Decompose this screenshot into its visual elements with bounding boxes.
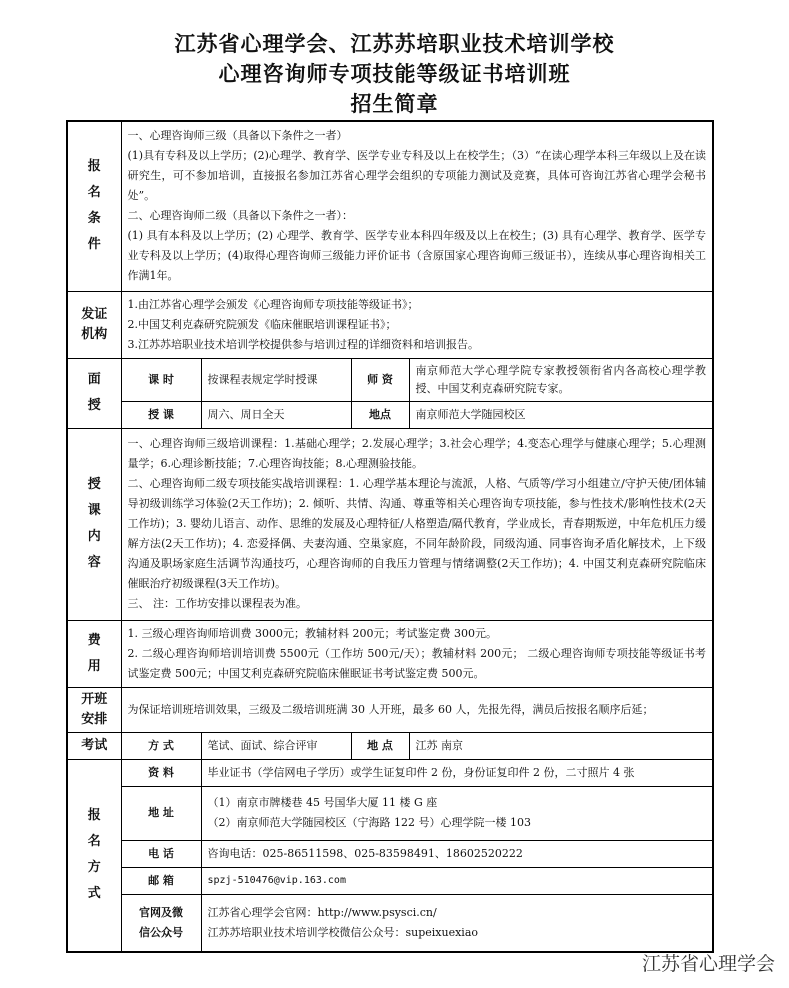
courses-content: 一、心理咨询师三级培训课程：1.基础心理学；2.发展心理学；3.社会心理学；4.变态心理学与健康心理学；5.心理测量学；6.心理诊断技能；7.心理咨询技能；8.心理测验技能。 二、心理咨询师二级专项技能实战培训课程：1. 心理学基本理论与流派，人格、气质等/学习小组建立/守护天使/团体辅导初级训练学习体验(2天工作坊)；2. 倾听、共情、沟通、尊重等相关心理咨询专项技能，参与性技术/影响性技术(2天工作坊)；3. 婴幼儿语言、动作、思维的发展及心理特征/人格塑造/隔代教育，学业成长，青春期叛逆，中年危机压力缓解方法(2天工作坊)；4. 恋爱择偶、夫妻沟通、空巢家庭，不同年龄阶段，同级沟通、同事咨询矛盾化解技术，上下级沟通及职场家庭生活调节沟通技巧，心理咨询师的自我压力管理与情绪调整(2天工作坊)；4. 中国艾利克森研究院临床催眠治疗初级课程(3天工作坊)。 三、 注：工作坊安排以课程表为准。	[121, 428, 713, 620]
class-place-value: 南京师范大学随园校区	[409, 401, 713, 428]
web-value: 江苏省心理学会官网：http://www.psysci.cn/ 江苏苏培职业技术培训学校微信公众号：supeixuexiao	[201, 894, 713, 952]
teacher-value: 南京师范大学心理学院专家教授领衔省内各高校心理学教授、中国艾利克森研究院专家。	[409, 358, 713, 401]
signup-phone-row	[67, 840, 713, 867]
materials-label: 资 料	[121, 759, 201, 786]
exam-row	[67, 732, 713, 759]
exam-heading: 考试	[67, 732, 121, 759]
class-time-label: 授 课	[121, 401, 201, 428]
signup-address-row	[67, 786, 713, 840]
requirements-heading: 报 名 条 件	[67, 121, 121, 291]
web-label: 官网及微 信公众号	[121, 894, 201, 952]
hours-label: 课 时	[121, 358, 201, 401]
class-arrangement-row	[67, 687, 713, 732]
address-label: 地 址	[121, 786, 201, 840]
teaching-row-1	[67, 358, 713, 401]
enrollment-table	[66, 120, 714, 953]
fees-row	[67, 620, 713, 687]
signup-heading: 报 名 方 式	[67, 759, 121, 952]
document-title-line-2: 心理咨询师专项技能等级证书培训班	[218, 62, 571, 86]
document-title-line-3: 招生简章	[350, 92, 439, 116]
materials-value: 毕业证书（学信网电子学历）或学生证复印件 2 份，身份证复印件 2 份，二寸照片 4 张	[201, 759, 713, 786]
phone-value: 咨询电话：025-86511598、025-83598491、18602520222	[201, 840, 713, 867]
document-title-line-1: 江苏省心理学会、江苏苏培职业技术培训学校	[174, 32, 615, 56]
class-time-value: 周六、周日全天	[201, 401, 351, 428]
fees-heading: 费 用	[67, 620, 121, 687]
exam-method-value: 笔试、面试、综合评审	[201, 732, 351, 759]
class-place-label: 地点	[351, 401, 409, 428]
phone-label: 电 话	[121, 840, 201, 867]
courses-row	[67, 428, 713, 620]
class-arrangement-heading: 开班 安排	[67, 687, 121, 732]
exam-place-label: 地 点	[351, 732, 409, 759]
issuer-content: 1.由江苏省心理学会颁发《心理咨询师专项技能等级证书》； 2.中国艾利克森研究院颁发《临床催眠培训课程证书》； 3.江苏苏培职业技术培训学校提供参与培训过程的详细资料和培训报告。	[121, 291, 713, 358]
hours-value: 按课程表规定学时授课	[201, 358, 351, 401]
exam-place-value: 江苏 南京	[409, 732, 713, 759]
email-value: spzj-510476@vip.163.com	[201, 867, 713, 894]
fees-content: 1. 三级心理咨询师培训费 3000元；教辅材料 200元；考试鉴定费 300元。 2. 二级心理咨询师培训培训费 5500元（工作坊 500元/天）；教辅材料 200元； 二级心理咨询师专项技能等级证书考试鉴定费 500元；中国艾利克森研究院临床催眠证书考试鉴定费 500元。	[121, 620, 713, 687]
requirements-row	[67, 121, 713, 291]
signup-web-row	[67, 894, 713, 952]
watermark: 江苏省心理学会	[641, 953, 775, 975]
requirements-content: 一、心理咨询师三级（具备以下条件之一者） (1)具有专科及以上学历；(2)心理学、教育学、医学专业专科及以上在校学生；（3）“在读心理学本科三年级以上及在读研究生，可不参加培训，直接报名参加江苏省心理学会组织的专项能力测试及竞赛，具体可咨询江苏省心理学会秘书处”。 二、心理咨询师二级（具备以下条件之一者）： (1) 具有本科及以上学历；(2) 心理学、教育学、医学专业本科四年级及以上在校生；(3) 具有心理学、教育学、医学专业专科及以上学历；(4)取得心理咨询师三级能力评价证书（含原国家心理咨询师三级证书），连续从事心理咨询相关工作满1年。	[121, 121, 713, 291]
class-arrangement-content: 为保证培训班培训效果，三级及二级培训班满 30 人开班，最多 60 人，先报先得，满员后按报名顺序后延；	[121, 687, 713, 732]
issuer-heading: 发证 机构	[67, 291, 121, 358]
exam-method-label: 方 式	[121, 732, 201, 759]
issuer-row	[67, 291, 713, 358]
signup-email-row	[67, 867, 713, 894]
teaching-row-2	[67, 401, 713, 428]
address-value: （1）南京市牌楼巷 45 号国华大厦 11 楼 G 座 （2）南京师范大学随园校区（宁海路 122 号）心理学院一楼 103	[201, 786, 713, 840]
email-label: 邮 箱	[121, 867, 201, 894]
courses-heading: 授 课 内 容	[67, 428, 121, 620]
teacher-label: 师 资	[351, 358, 409, 401]
teaching-heading: 面 授	[67, 358, 121, 428]
signup-materials-row	[67, 759, 713, 786]
